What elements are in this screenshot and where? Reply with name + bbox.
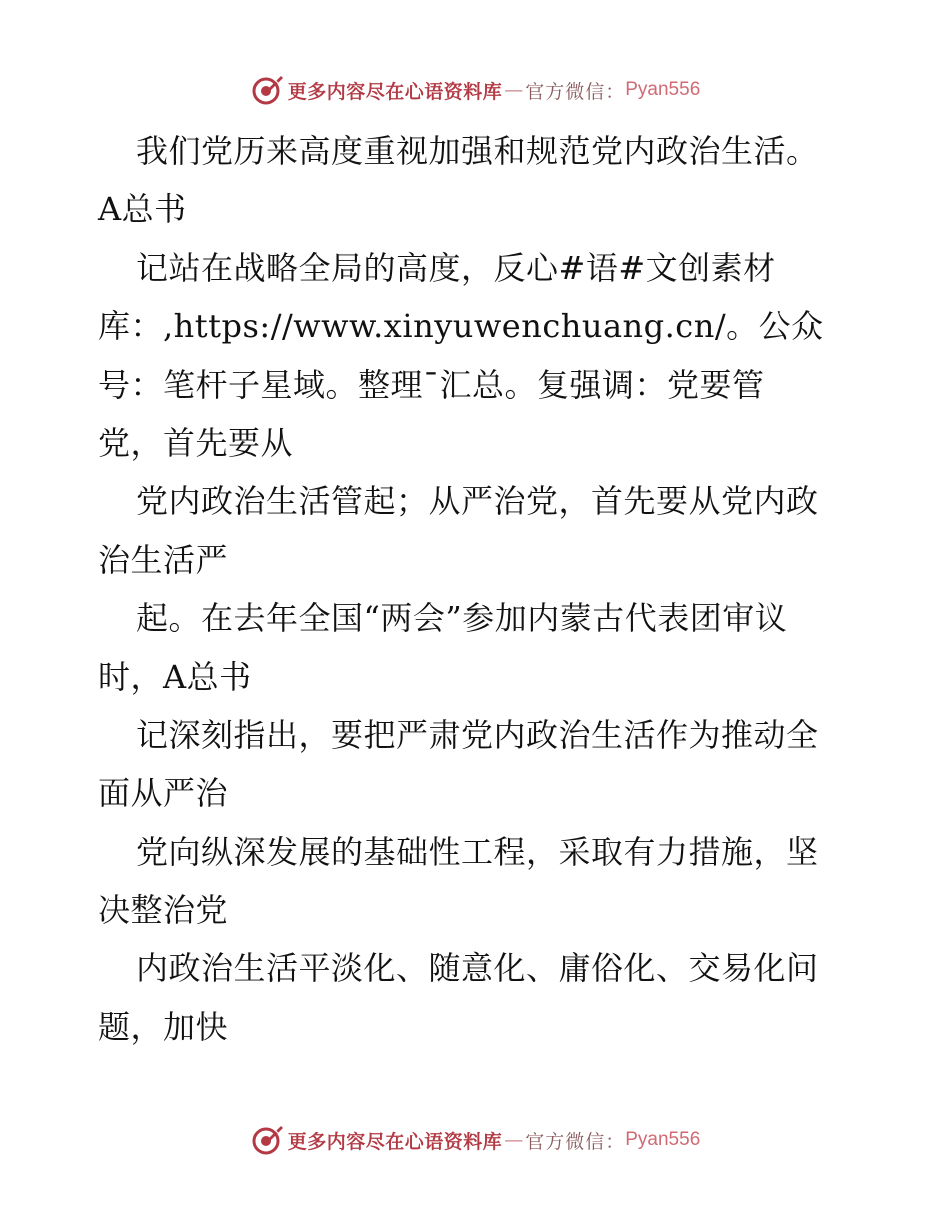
body-line: 治生活严 — [98, 540, 229, 579]
document-body — [98, 122, 868, 1056]
footer-wechat-label: 官方微信： — [525, 1130, 626, 1153]
quill-circle-icon — [250, 73, 284, 107]
body-line: 内政治生活平淡化、随意化、庸俗化、交易化问 — [136, 949, 819, 988]
footer-wechat-id: Pyan556 — [625, 1129, 701, 1150]
body-line: A总书 — [98, 190, 187, 229]
body-line: 记深刻指出，要把严肃党内政治生活作为推动全 — [136, 715, 819, 754]
body-line: 记站在战略全局的高度，反心#语#文创素材 — [136, 248, 776, 287]
body-line: 决整治党 — [98, 891, 229, 930]
footer-banner-title: 更多内容尽在心语资料库 — [287, 1130, 503, 1153]
footer-watermark-banner — [0, 1122, 950, 1158]
body-line: 题，加快 — [98, 1007, 229, 1046]
body-line: 党，首先要从 — [98, 423, 294, 462]
body-line: 号：笔杆子星域。整理¯汇总。复强调：党要管 — [98, 365, 765, 404]
footer-banner-separator: — — [504, 1129, 524, 1151]
body-line: 时，A总书 — [98, 657, 252, 696]
header-wechat-id: Pyan556 — [625, 79, 701, 100]
body-line: 起。在去年全国“两会”参加内蒙古代表团审议 — [136, 599, 788, 638]
quill-circle-icon — [250, 1123, 284, 1157]
body-line: 党内政治生活管起；从严治党，首先要从党内政 — [136, 482, 819, 521]
body-line: 党向纵深发展的基础性工程，采取有力措施，坚 — [136, 832, 819, 871]
body-line: 库：,https://www.xinyuwenchuang.cn/。公众 — [98, 307, 824, 346]
body-line: 我们党历来高度重视加强和规范党内政治生活。 — [136, 132, 819, 170]
header-banner-separator: — — [504, 79, 524, 101]
body-line: 面从严治 — [98, 774, 229, 813]
header-watermark-banner — [0, 72, 950, 108]
header-wechat-label: 官方微信： — [525, 80, 626, 103]
header-banner-title: 更多内容尽在心语资料库 — [287, 80, 503, 103]
